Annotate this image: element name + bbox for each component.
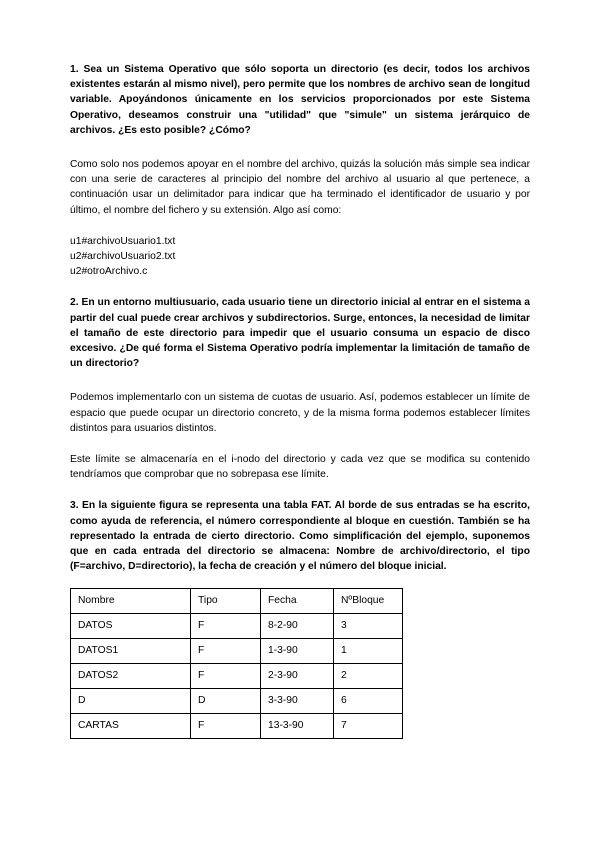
- cell-tipo: F: [191, 664, 261, 689]
- list-item: u2#archivoUsuario2.txt: [70, 251, 176, 263]
- cell-bloque: 6: [334, 689, 403, 714]
- table-row: [71, 664, 403, 689]
- directory-entry-table: [70, 588, 403, 739]
- list-item: u2#otroArchivo.c: [70, 266, 148, 278]
- cell-fecha: 13-3-90: [261, 714, 334, 739]
- spacer: [70, 279, 530, 295]
- cell-tipo: F: [191, 714, 261, 739]
- answer-2b: Este límite se almacenaría en el i-nodo del directorio y cada vez que se modifica su contenido tendríamos que comprobar que no sobrepasa ese límite.: [70, 454, 530, 481]
- column-header-fecha: Fecha: [261, 589, 334, 614]
- cell-fecha: 3-3-90: [261, 689, 334, 714]
- column-header-nombre: Nombre: [71, 589, 191, 614]
- spacer: [70, 138, 530, 157]
- spacer: [70, 218, 530, 234]
- document-content: [70, 62, 530, 739]
- filename-example-list: [70, 234, 530, 280]
- spacer: [70, 574, 530, 588]
- cell-bloque: 7: [334, 714, 403, 739]
- cell-nombre: CARTAS: [71, 714, 191, 739]
- table-row: [71, 639, 403, 664]
- spacer: [70, 436, 530, 452]
- cell-nombre: DATOS: [71, 614, 191, 639]
- question-1: 1. Sea un Sistema Operativo que sólo soporta un directorio (es decir, todos los archivos existentes estarán al mismo nivel), pero permite que los nombres de archivo sean de longitud variable. Apoyándonos únicamente en los servicios proporcionados por este Sistema Operativo, deseamos construir una "utilidad" que "simule" un sistema jerárquico de archivos. ¿Es esto posible? ¿Cómo?: [70, 64, 530, 136]
- cell-fecha: 8-2-90: [261, 614, 334, 639]
- column-header-tipo: Tipo: [191, 589, 261, 614]
- table-row: [71, 714, 403, 739]
- table-header-row: [71, 589, 403, 614]
- cell-fecha: 2-3-90: [261, 664, 334, 689]
- question-2: 2. En un entorno multiusuario, cada usuario tiene un directorio inicial al entrar en el sistema a partir del cual puede crear archivos y subdirectorios. Surge, entonces, la necesidad de limitar el tamaño de este directorio para impedir que el usuario consuma un espacio de disco excesivo. ¿De qué forma el Sistema Operativo podría implementar la limitación de tamaño de un directorio?: [70, 297, 530, 370]
- table-row: [71, 689, 403, 714]
- cell-nombre: DATOS1: [71, 639, 191, 664]
- answer-2a: Podemos implementarlo con un sistema de cuotas de usuario. Así, podemos establecer un límite de espacio que puede ocupar un directorio concreto, y de la misma forma podemos establecer límites distintos para usuarios distintos.: [70, 392, 530, 434]
- cell-fecha: 1-3-90: [261, 639, 334, 664]
- cell-nombre: DATOS2: [71, 664, 191, 689]
- cell-tipo: F: [191, 639, 261, 664]
- list-item: u1#archivoUsuario1.txt: [70, 235, 176, 247]
- spacer: [70, 482, 530, 498]
- question-3: 3. En la siguiente figura se representa una tabla FAT. Al borde de sus entradas se ha escrito, como ayuda de referencia, el número correspondiente al bloque en cuestión. También se ha representado la entrada de cierto directorio. Como simplificación del ejemplo, suponemos que en cada entrada del directorio se almacena: Nombre de archivo/directorio, el tipo (F=archivo, D=directorio), la fecha de creación y el número del bloque inicial.: [70, 500, 530, 573]
- column-header-bloque: NºBloque: [334, 589, 403, 614]
- cell-tipo: F: [191, 614, 261, 639]
- answer-1: Como solo nos podemos apoyar en el nombre del archivo, quizás la solución más simple sea indicar con una serie de caracteres al principio del nombre del archivo al usuario al que pertenece, a continuación usar un delimitador para indicar que ha terminado el identificador de usuario y por último, el nombre del fichero y su extensión. Algo así como:: [70, 159, 530, 216]
- spacer: [70, 371, 530, 390]
- table-row: [71, 614, 403, 639]
- cell-bloque: 1: [334, 639, 403, 664]
- cell-bloque: 2: [334, 664, 403, 689]
- cell-tipo: D: [191, 689, 261, 714]
- cell-bloque: 3: [334, 614, 403, 639]
- cell-nombre: D: [71, 689, 191, 714]
